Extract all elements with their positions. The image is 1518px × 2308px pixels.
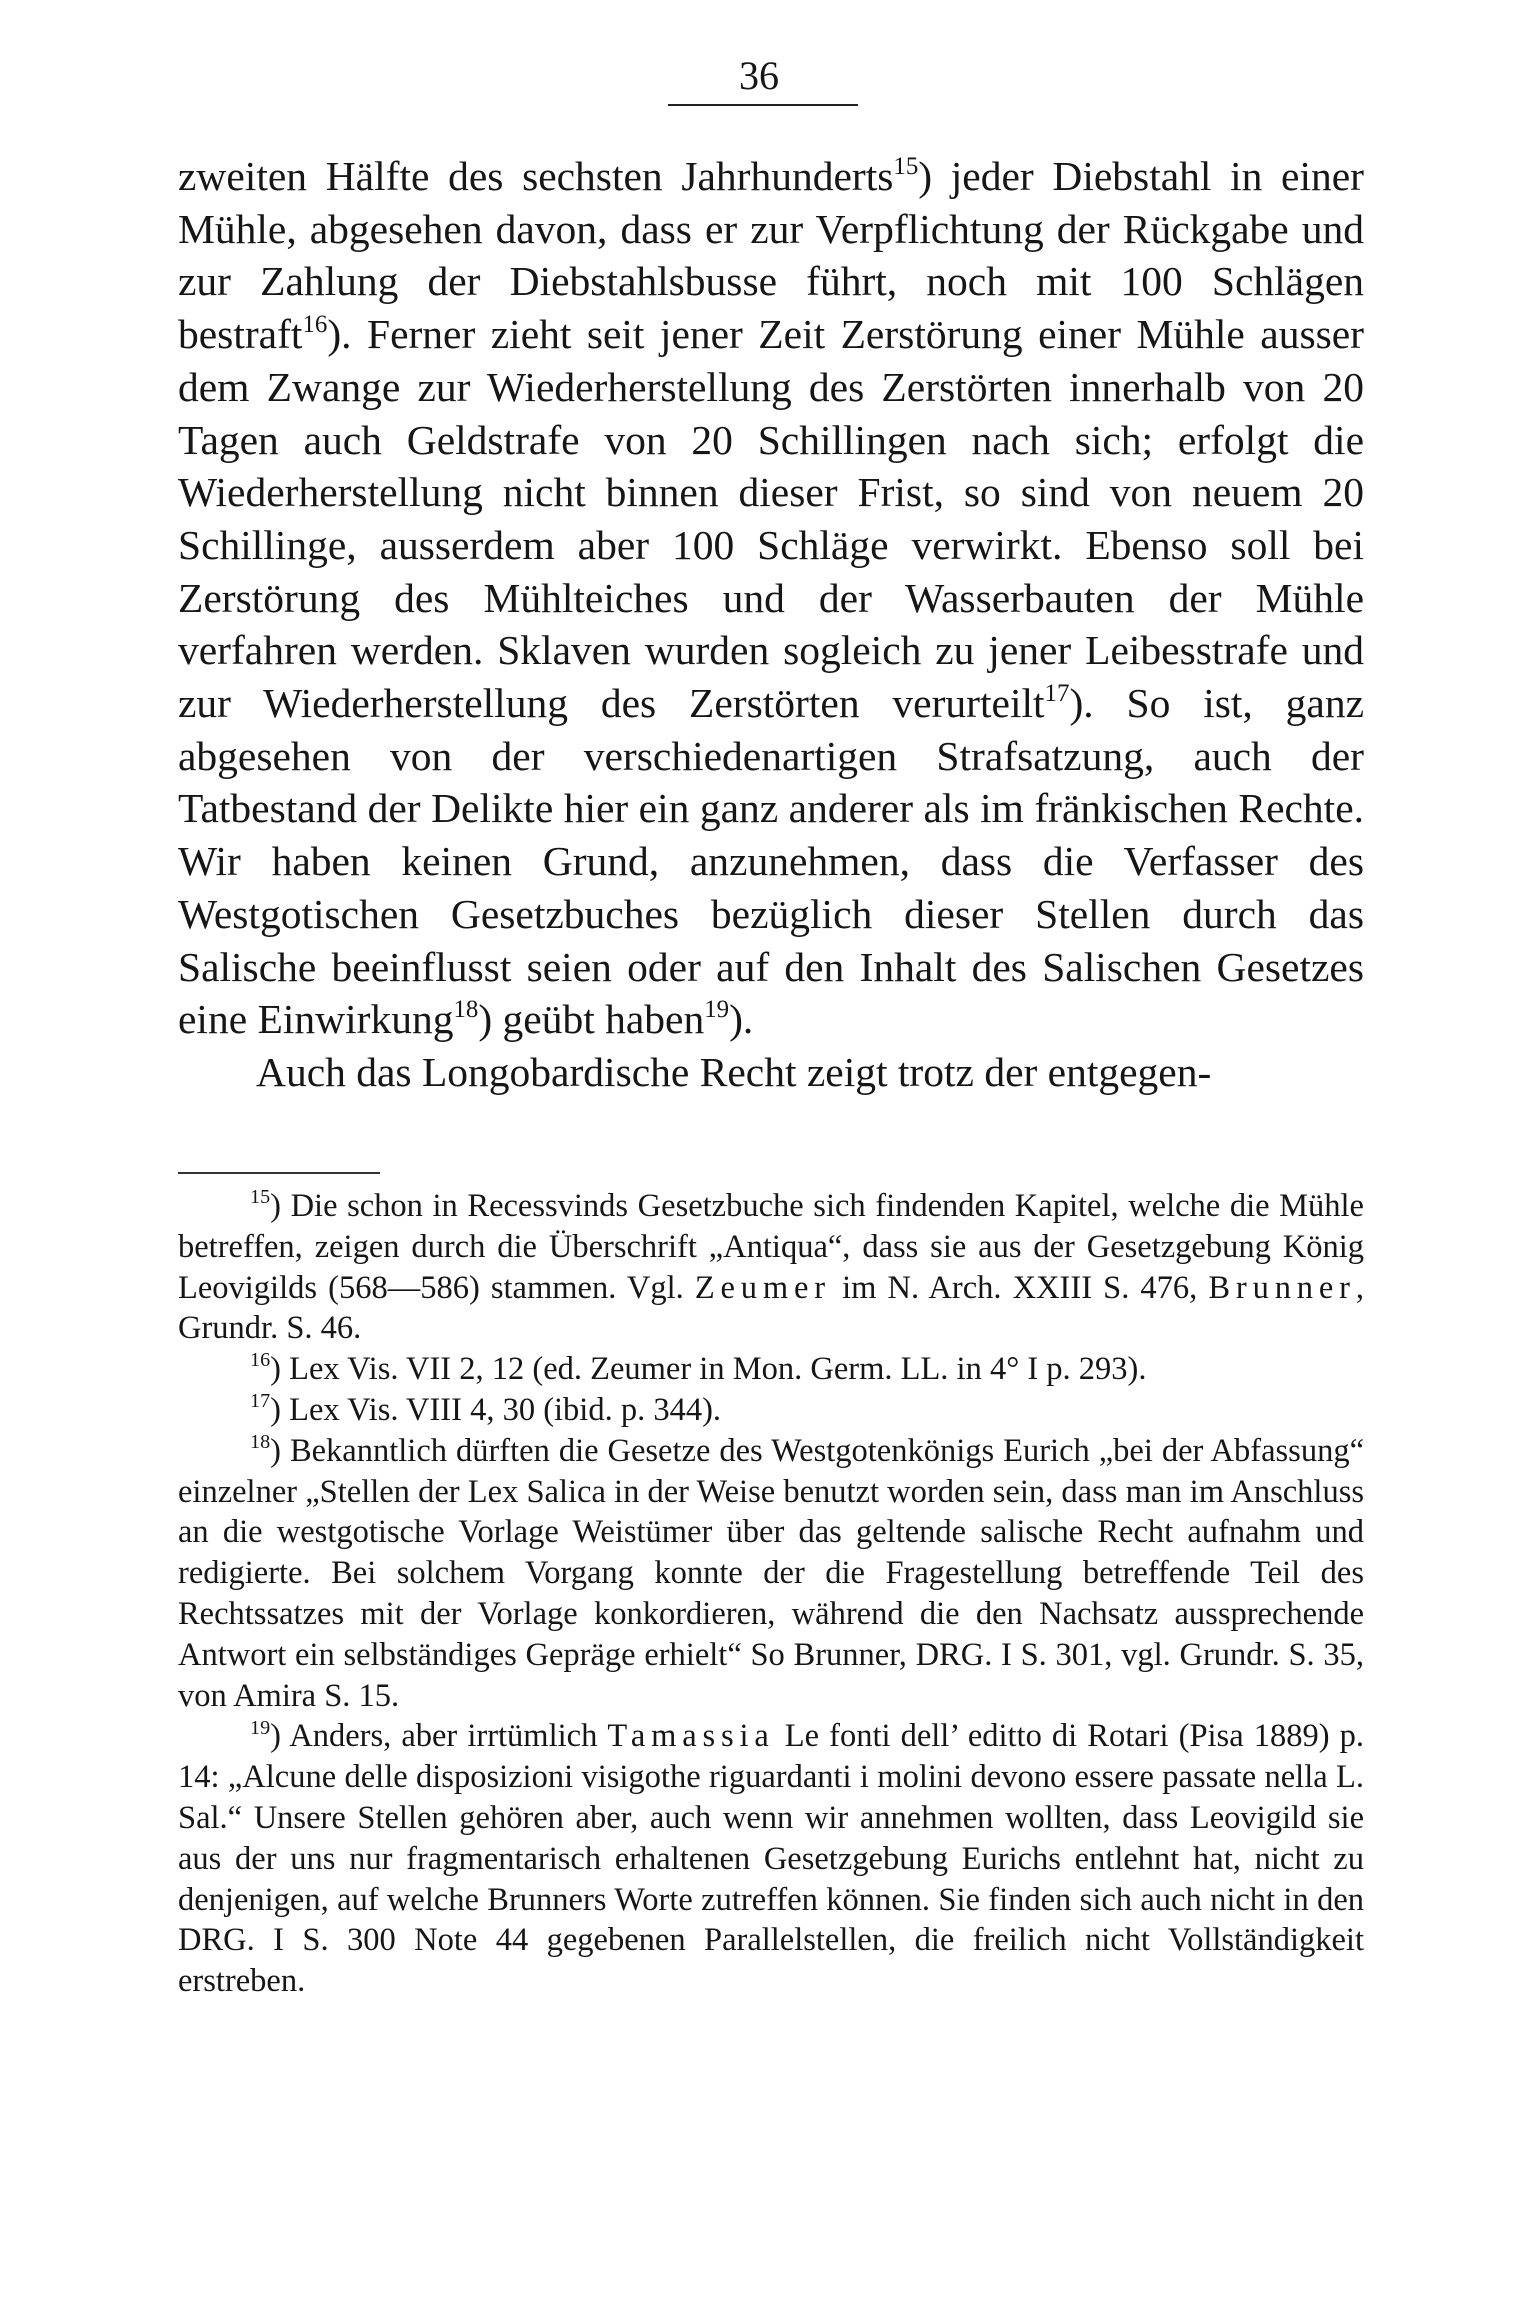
author-name: Zeumer (694, 1269, 831, 1306)
footnote-18 (178, 1431, 1364, 1717)
main-text (178, 150, 1364, 1099)
footnote-number: 16 (250, 1349, 271, 1372)
footnote-19 (178, 1716, 1364, 2002)
author-name: Tamassia (607, 1718, 775, 1755)
footnote-text: ) Bekanntlich dürften die Gesetze des Westgotenkönigs Eurich „bei der Abfassung“ einzelner „Stellen der Lex Salica in der Weise benutzt worden sein, dass man im Anschluss an die westgotische Vorlage Weistümer über das geltende salische Recht aufnahm und redigierte. Bei solchem Vorgang konnte der die Fragestellung betreffende Teil des Rechtssatzes mit der Vorlage konkordieren, während die den Nachsatz aussprechende Antwort ein selbständiges Gepräge erhielt“ So Brunner, DRG. I S. 301, vgl. Grundr. S. 35, von Amira S. 15. (178, 1432, 1364, 1714)
footnote-ref-15: 15 (893, 152, 919, 180)
text-segment: ). Ferner zieht seit jener Zeit Zerstörung einer Mühle ausser dem Zwange zur Wiederherstellung des Zerstörten innerhalb von 20 Tagen auch Geldstrafe von 20 Schillingen nach sich; erfolgt die Wiederherstellung nicht binnen dieser Frist, so sind von neuem 20 Schillinge, ausserdem aber 100 Schläge verwirkt. Ebenso soll bei Zerstörung des Mühlteiches und der Wasserbauten der Mühle verfahren werden. Sklaven wurden sogleich zu jener Leibesstrafe und zur Wiederherstellung des Zerstörten verurteilt (178, 311, 1364, 727)
paragraph-longobard: Auch das Longobardische Recht zeigt trotz der entgegen- (256, 1048, 1212, 1095)
text-segment: zweiten Hälfte des sechsten Jahrhunderts (178, 153, 894, 199)
footnote-number: 18 (250, 1430, 271, 1453)
footnote-text: ) Die schon in Recessvinds Gesetzbuche sich findenden Kapitel, welche die Mühle betreffen, zeigen durch die Überschrift „Antiqua“, dass sie aus der Gesetzgebung König Leovigilds (568—586) stammen. Vgl. (178, 1188, 1364, 1306)
footnote-ref-16: 16 (302, 311, 328, 339)
footnote-text: ) Lex Vis. VII 2, 12 (ed. Zeumer in Mon. Germ. LL. in 4° I p. 293). (270, 1351, 1147, 1388)
footnote-ref-18: 18 (453, 996, 479, 1024)
footnote-number: 19 (250, 1716, 271, 1739)
page-number: 36 (739, 53, 779, 98)
footnote-number: 15 (250, 1186, 271, 1209)
footnote-ref-19: 19 (704, 996, 730, 1024)
footnote-number: 17 (250, 1390, 271, 1413)
text-segment: ) geübt haben (478, 996, 705, 1043)
footnote-15 (178, 1186, 1364, 1349)
footnotes (178, 1186, 1364, 2002)
footnote-text: Le fonti dell’ editto di Rotari (Pisa 1889) p. 14: „Alcune delle disposizioni visigothe riguardanti i molini devono essere passate nella L. Sal.“ Unsere Stellen gehören aber, auch wenn wir annehmen wollten, dass Leovigild sie aus der uns nur fragmentarisch erhaltenen Gesetzgebung Eurichs entlehnt hat, nicht zu denjenigen, auf welche Brunners Worte zutreffen können. Sie finden sich auch nicht in den DRG. I S. 300 Note 44 gegebenen Parallelstellen, die freilich nicht Vollständigkeit erstreben. (178, 1718, 1364, 2000)
paragraph-continuation (178, 150, 1364, 1046)
footnote-ref-17: 17 (1044, 679, 1070, 707)
footnote-text: ) Lex Vis. VIII 4, 30 (ibid. p. 344). (270, 1391, 722, 1428)
footnote-rule (178, 1172, 380, 1174)
footnote-text: ) Anders, aber irrtümlich (270, 1718, 608, 1755)
footnote-text: im N. Arch. XXIII S. 476, (830, 1269, 1209, 1306)
author-name: Brunner (1208, 1269, 1356, 1306)
footnote-17 (178, 1390, 1364, 1431)
text-segment: ) jeder Diebstahl in einer Mühle, abgesehen davon, dass er zur Verpflichtung der Rückgabe und zur Zahlung der Diebstahlsbusse führt, noch mit 100 Schlägen bestraft (178, 153, 1364, 358)
text-segment: ). (729, 996, 754, 1043)
text-segment: ). So ist, ganz abgesehen von der verschiedenartigen Strafsatzung, auch der Tatbestand der Delikte hier ein ganz anderer als im fränkischen Rechte. Wir haben keinen Grund, anzunehmen, dass die Verfasser des Westgotischen Gesetzbuches bezüglich dieser Stellen durch das Salische beeinflusst seien oder auf den Inhalt des Salischen Gesetzes eine Einwirkung (178, 680, 1365, 1043)
header-rule (668, 104, 858, 106)
footnote-text: , Grundr. S. 46. (178, 1269, 1364, 1347)
footnote-16 (178, 1349, 1364, 1390)
